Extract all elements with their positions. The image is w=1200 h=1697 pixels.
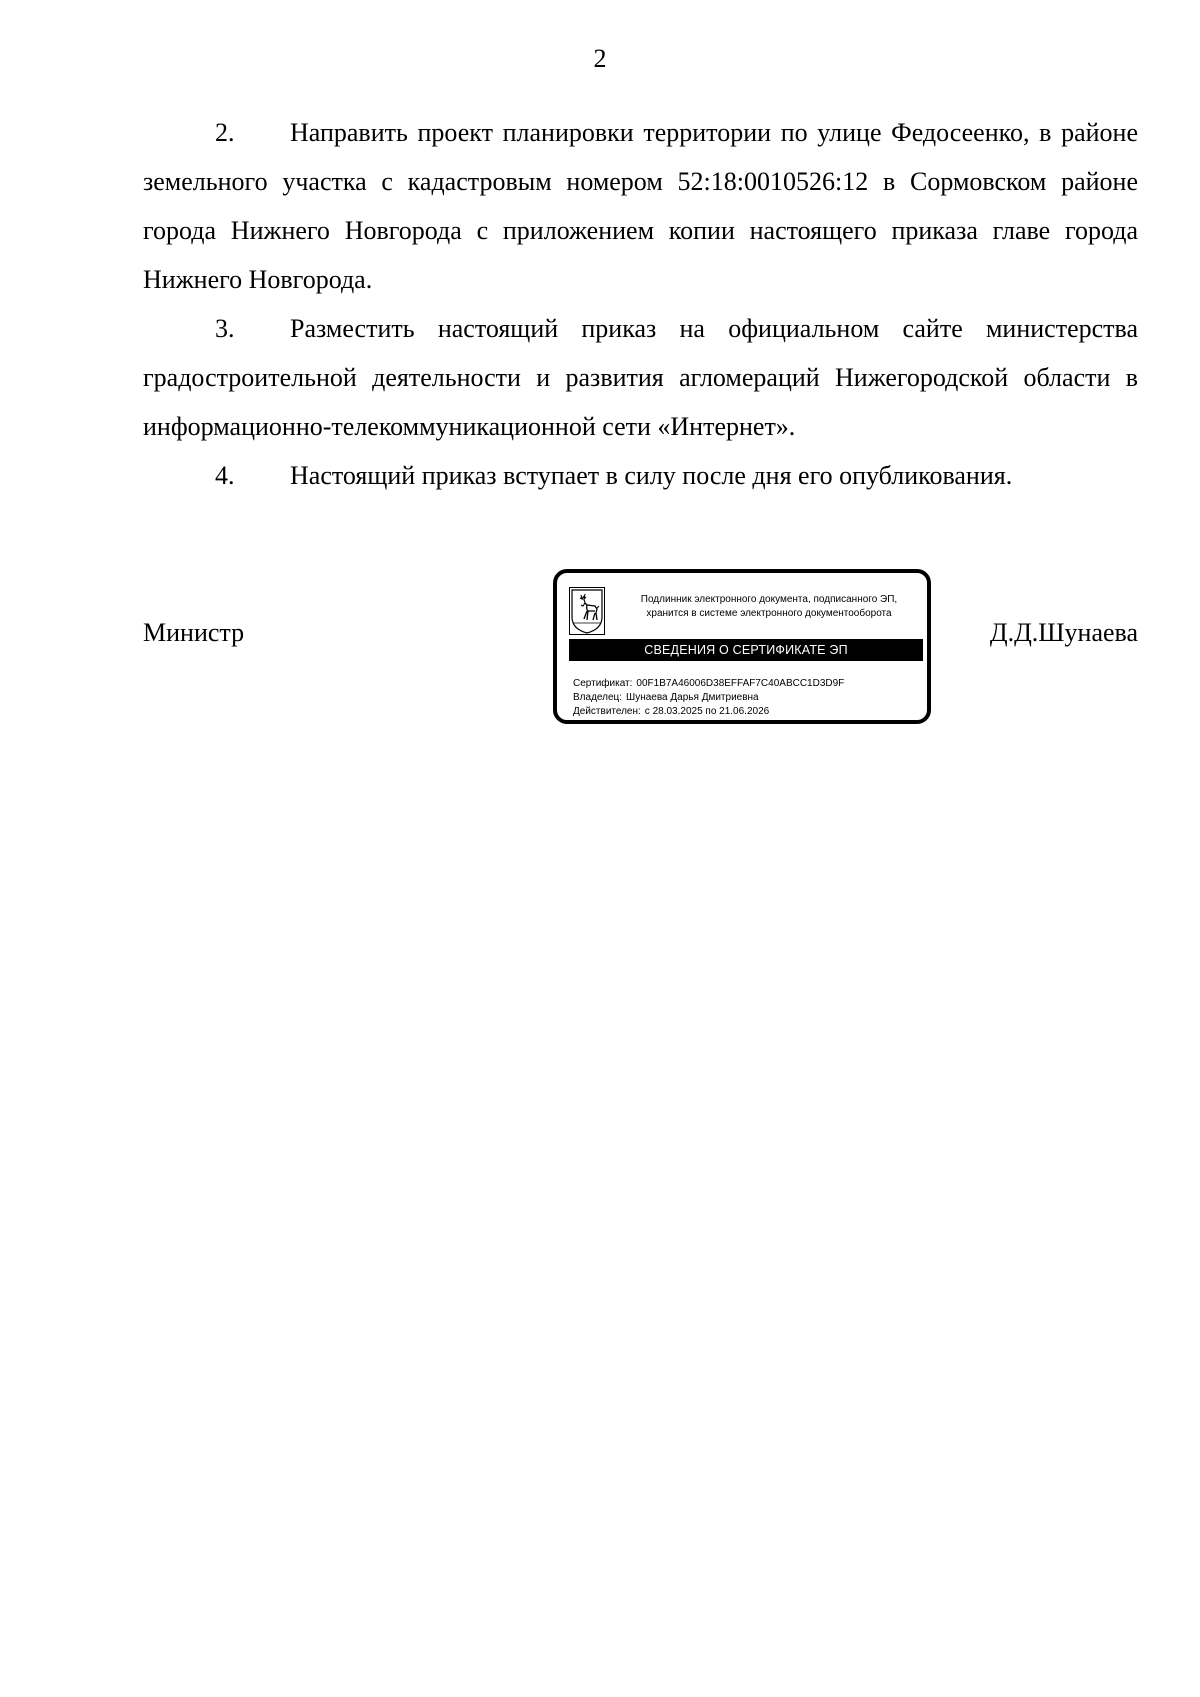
paragraph-4 xyxy=(143,451,1138,500)
validity-value: с 28.03.2025 по 21.06.2026 xyxy=(644,706,770,717)
page-number: 2 xyxy=(593,44,607,73)
coat-of-arms-icon xyxy=(569,587,605,635)
stamp-details xyxy=(573,677,844,719)
signatory-position: Министр xyxy=(143,618,245,647)
paragraph-text: Направить проект планировки территории по улице Федосеенко, в районе земельного участка с кадастровым номером 52:18:0010526:12 в Сормовском районе города Нижнего Новгорода с приложением копии настоящего приказа главе города Нижнего Новгорода. xyxy=(143,118,1138,294)
owner-label: Владелец: xyxy=(573,692,623,703)
validity-label: Действителен: xyxy=(573,706,641,717)
paragraph-2 xyxy=(143,108,1138,304)
owner-row xyxy=(573,691,844,705)
certificate-row xyxy=(573,677,844,691)
paragraph-number: 2. xyxy=(215,118,235,147)
paragraph-3 xyxy=(143,304,1138,451)
certificate-label: Сертификат: xyxy=(573,678,633,689)
certificate-value: 00F1B7A46006D38EFFAF7C40ABCC1D3D9F xyxy=(636,678,845,689)
signatory-name: Д.Д.Шунаева xyxy=(989,618,1138,647)
stamp-header-line: Подлинник электронного документа, подписанного ЭП, xyxy=(640,594,898,605)
e-signature-stamp xyxy=(553,569,931,724)
validity-row xyxy=(573,705,844,719)
paragraph-text: Настоящий приказ вступает в силу после дня его опубликования. xyxy=(290,461,1013,490)
document-body xyxy=(143,108,1138,500)
stamp-title: СВЕДЕНИЯ О СЕРТИФИКАТЕ ЭП xyxy=(569,639,923,661)
stamp-header-line: хранится в системе электронного документооборота xyxy=(646,608,892,619)
owner-value: Шунаева Дарья Дмитриевна xyxy=(626,692,759,703)
paragraph-number: 4. xyxy=(215,461,235,490)
stamp-header xyxy=(619,593,919,621)
paragraph-number: 3. xyxy=(215,314,235,343)
paragraph-text: Разместить настоящий приказ на официальном сайте министерства градостроительной деятельности и развития агломераций Нижегородской области в информационно-телекоммуникационной сети «Интернет». xyxy=(143,314,1138,441)
